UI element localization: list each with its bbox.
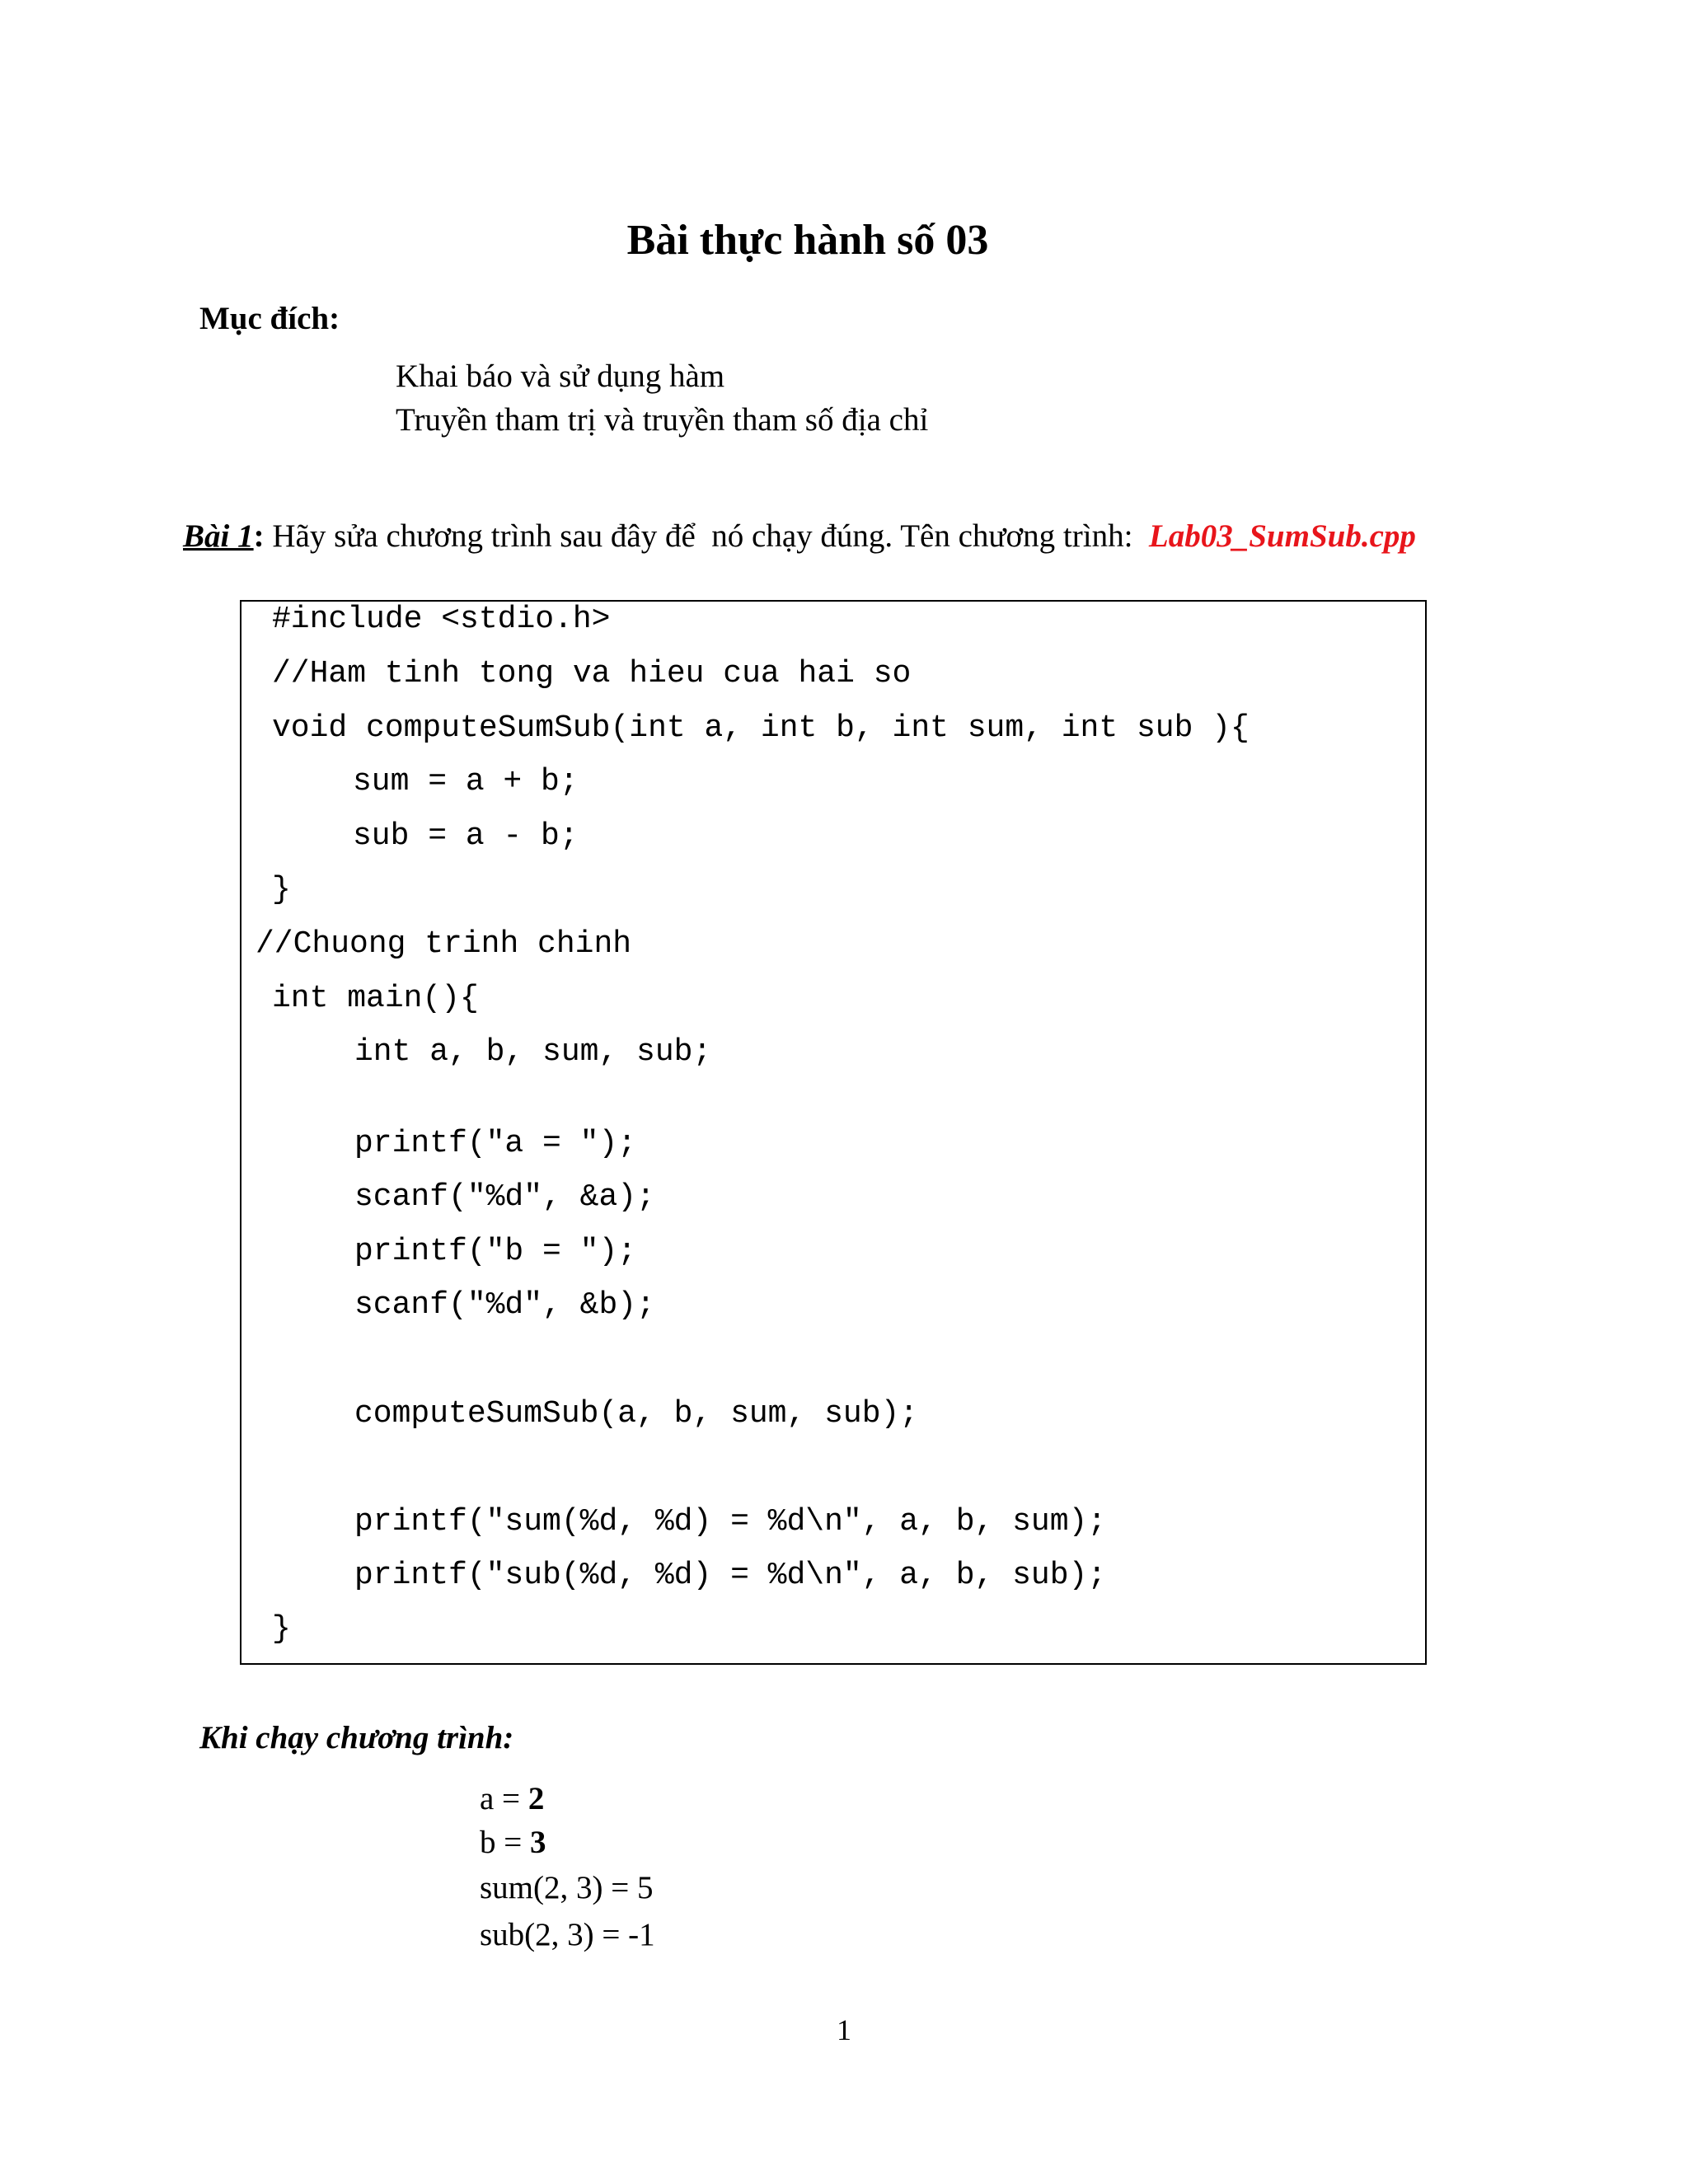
purpose-label: Mục đích: [199, 301, 340, 336]
exercise-heading [183, 518, 1416, 555]
code-line: sub = a - b; [353, 818, 579, 854]
code-line: printf("sub(%d, %d) = %d\n", a, b, sub); [354, 1558, 1107, 1593]
output-line: sub(2, 3) = -1 [480, 1917, 655, 1952]
input-value: 3 [530, 1825, 546, 1860]
output-line [480, 1780, 544, 1817]
code-line: printf("sum(%d, %d) = %d\n", a, b, sum); [354, 1504, 1107, 1540]
code-line: printf("b = "); [354, 1234, 637, 1269]
code-line: scanf("%d", &b); [354, 1287, 655, 1323]
purpose-item: Khai báo và sử dụng hàm [396, 359, 725, 394]
output-line [480, 1824, 546, 1861]
code-line: sum = a + b; [353, 764, 579, 799]
exercise-number: Bài 1 [183, 518, 254, 554]
code-line: //Chuong trinh chinh [256, 926, 632, 962]
code-line: #include <stdio.h> [272, 602, 611, 637]
exercise-instruction: Hãy sửa chương trình sau đây để nó chạy đúng. Tên chương trình: [264, 518, 1149, 554]
output-line: sum(2, 3) = 5 [480, 1870, 654, 1905]
code-line: void computeSumSub(int a, int b, int sum, int sub ){ [272, 710, 1250, 746]
code-line: } [272, 872, 291, 907]
code-line: int main(){ [272, 981, 479, 1016]
code-line: //Ham tinh tong va hieu cua hai so [272, 656, 912, 691]
output-prefix: a = [480, 1781, 528, 1816]
input-value: 2 [528, 1781, 545, 1816]
page-title: Bài thực hành số 03 [626, 217, 989, 264]
exercise-colon: : [253, 518, 265, 554]
code-line: computeSumSub(a, b, sum, sub); [354, 1396, 919, 1432]
purpose-item: Truyền tham trị và truyền tham số địa chỉ [396, 402, 929, 438]
exercise-filename: Lab03_SumSub.cpp [1148, 518, 1416, 554]
output-prefix: b = [480, 1825, 530, 1860]
code-line: int a, b, sum, sub; [354, 1034, 712, 1070]
code-line: printf("a = "); [354, 1126, 637, 1161]
code-line: scanf("%d", &a); [354, 1179, 655, 1215]
run-label: Khi chạy chương trình: [199, 1720, 514, 1755]
page-number: 1 [837, 2013, 851, 2046]
code-line: } [272, 1611, 291, 1647]
